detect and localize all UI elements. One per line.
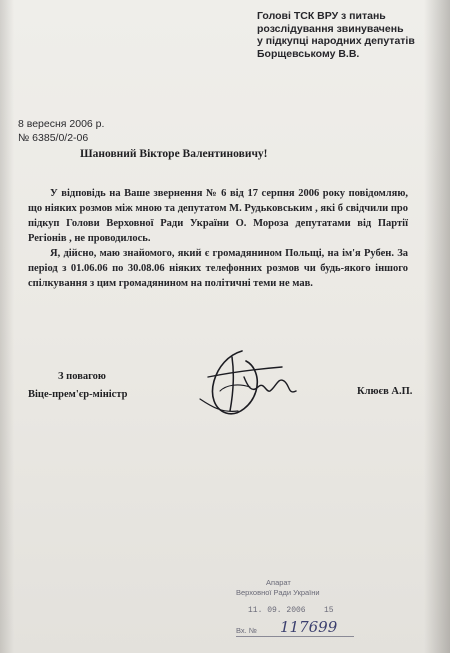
scan-shadow-right [424, 0, 450, 653]
registration-stamp [236, 578, 386, 648]
body-paragraph: У відповідь на Ваше звернення № 6 від 17 серпня 2006 року повідомляю, що ніяких розмов між мною та депутатом М. Рудьковським , які б свідчили про підкуп Голови Верховної Ради України О. Мороза депутатами від Партії Регіонів , не проводилось. [28, 188, 408, 244]
stamp-date: 11. 09. 2006 [248, 606, 306, 615]
stamp-underline [236, 636, 354, 637]
closing-block [28, 368, 127, 404]
stamp-registration-line [236, 620, 386, 640]
stamp-org-line: Апарат [266, 578, 291, 587]
addressee-line: Борщевському В.В. [257, 47, 360, 60]
stamp-reg-prefix: Вх. № [236, 626, 257, 635]
stamp-reg-number: 117699 [280, 618, 338, 636]
stamp-org-line: Верховної Ради України [236, 588, 320, 597]
addressee-line: Голові ТСК ВРУ з питань [257, 10, 386, 22]
signer-role: Віце-прем'єр-міністр [28, 389, 128, 400]
addressee-block [257, 10, 447, 60]
salutation: Шановний Вікторе Валентиновичу! [80, 148, 268, 160]
letter-date: 8 вересня 2006 р. [18, 118, 105, 130]
letter-meta [18, 117, 104, 145]
letter-body [28, 186, 408, 291]
handwritten-signature [198, 347, 308, 419]
addressee-line: у підкупці народних депутатів [257, 35, 415, 47]
addressee-line: розслідування звинувачень [257, 22, 404, 35]
scan-shadow-left [0, 0, 14, 653]
closing-regards: З повагою [58, 371, 106, 382]
body-paragraph: Я, дійсно, маю знайомого, який є громадянином Польщі, на ім'я Рубен. За період з 01.06.06 по 30.08.06 ніяких телефонних розмов чи будь-якого іншого спілкування з цим громадянином на політичні теми не мав. [28, 248, 408, 289]
signer-name: Клюєв А.П. [357, 386, 413, 397]
stamp-time: 15 [324, 606, 334, 615]
letter-number: № 6385/0/2-06 [18, 132, 89, 144]
